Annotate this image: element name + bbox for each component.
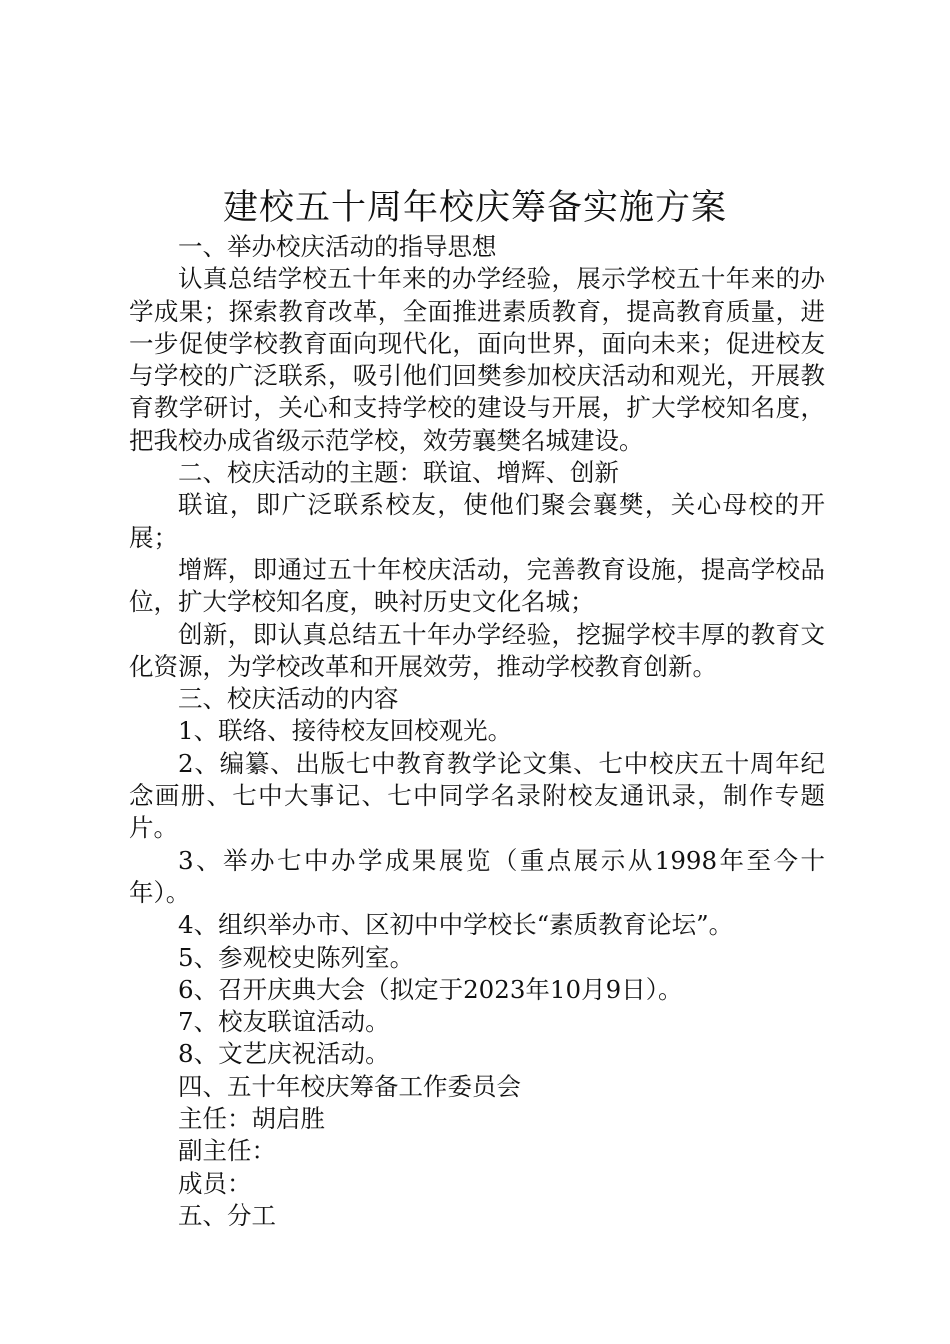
paragraph-friendship: 联谊，即广泛联系校友，使他们聚会襄樊，关心母校的开展； [129, 490, 825, 552]
list-item: 3、举办七中办学成果展览（重点展示从1998年至今十年）。 [129, 845, 825, 907]
paragraph-guiding-thought: 认真总结学校五十年来的办学经验，展示学校五十年来的办学成果；探索教育改革，全面推进素质教育，提高教育质量，进一步促使学校教育面向现代化，面向世界，面向未来；促进校友与学校的广泛联系，吸引他们回樊参加校庆活动和观光，开展教育教学研讨，关心和支持学校的建设与开展，扩大学校知名度，把我校办成省级示范学校，效劳襄樊名城建设。 [129, 264, 825, 455]
committee-deputy-director: 副主任： [178, 1136, 276, 1166]
heading-division-of-labor: 五、分工 [178, 1200, 276, 1230]
list-item: 1、联络、接待校友回校观光。 [178, 716, 513, 746]
committee-director: 主任：胡启胜 [178, 1104, 325, 1134]
heading-content: 三、校庆活动的内容 [178, 684, 399, 714]
document-body [129, 231, 825, 1232]
list-item: 5、参观校史陈列室。 [178, 942, 415, 972]
paragraph-glory: 增辉，即通过五十年校庆活动，完善教育设施，提高学校品位，扩大学校知名度，映衬历史文化名城； [129, 554, 825, 617]
heading-committee: 四、五十年校庆筹备工作委员会 [178, 1071, 521, 1101]
paragraph-innovation: 创新，即认真总结五十年办学经验，挖掘学校丰厚的教育文化资源，为学校改革和开展效劳，推动学校教育创新。 [129, 619, 825, 681]
heading-guiding-thought: 一、举办校庆活动的指导思想 [178, 232, 497, 261]
list-item: 7、校友联谊活动。 [178, 1007, 390, 1037]
heading-theme: 二、校庆活动的主题：联谊、增辉、创新 [178, 458, 619, 488]
list-item: 4、组织举办市、区初中中学校长“素质教育论坛”。 [178, 910, 734, 940]
list-item: 2、编纂、出版七中教育教学论文集、七中校庆五十周年纪念画册、七中大事记、七中同学名录附校友通讯录，制作专题片。 [129, 748, 825, 843]
list-item: 6、召开庆典大会（拟定于2023年10月9日）。 [178, 974, 683, 1004]
list-item: 8、文艺庆祝活动。 [178, 1039, 390, 1069]
committee-members: 成员： [178, 1168, 252, 1198]
document-title: 建校五十周年校庆筹备实施方案 [222, 188, 727, 228]
